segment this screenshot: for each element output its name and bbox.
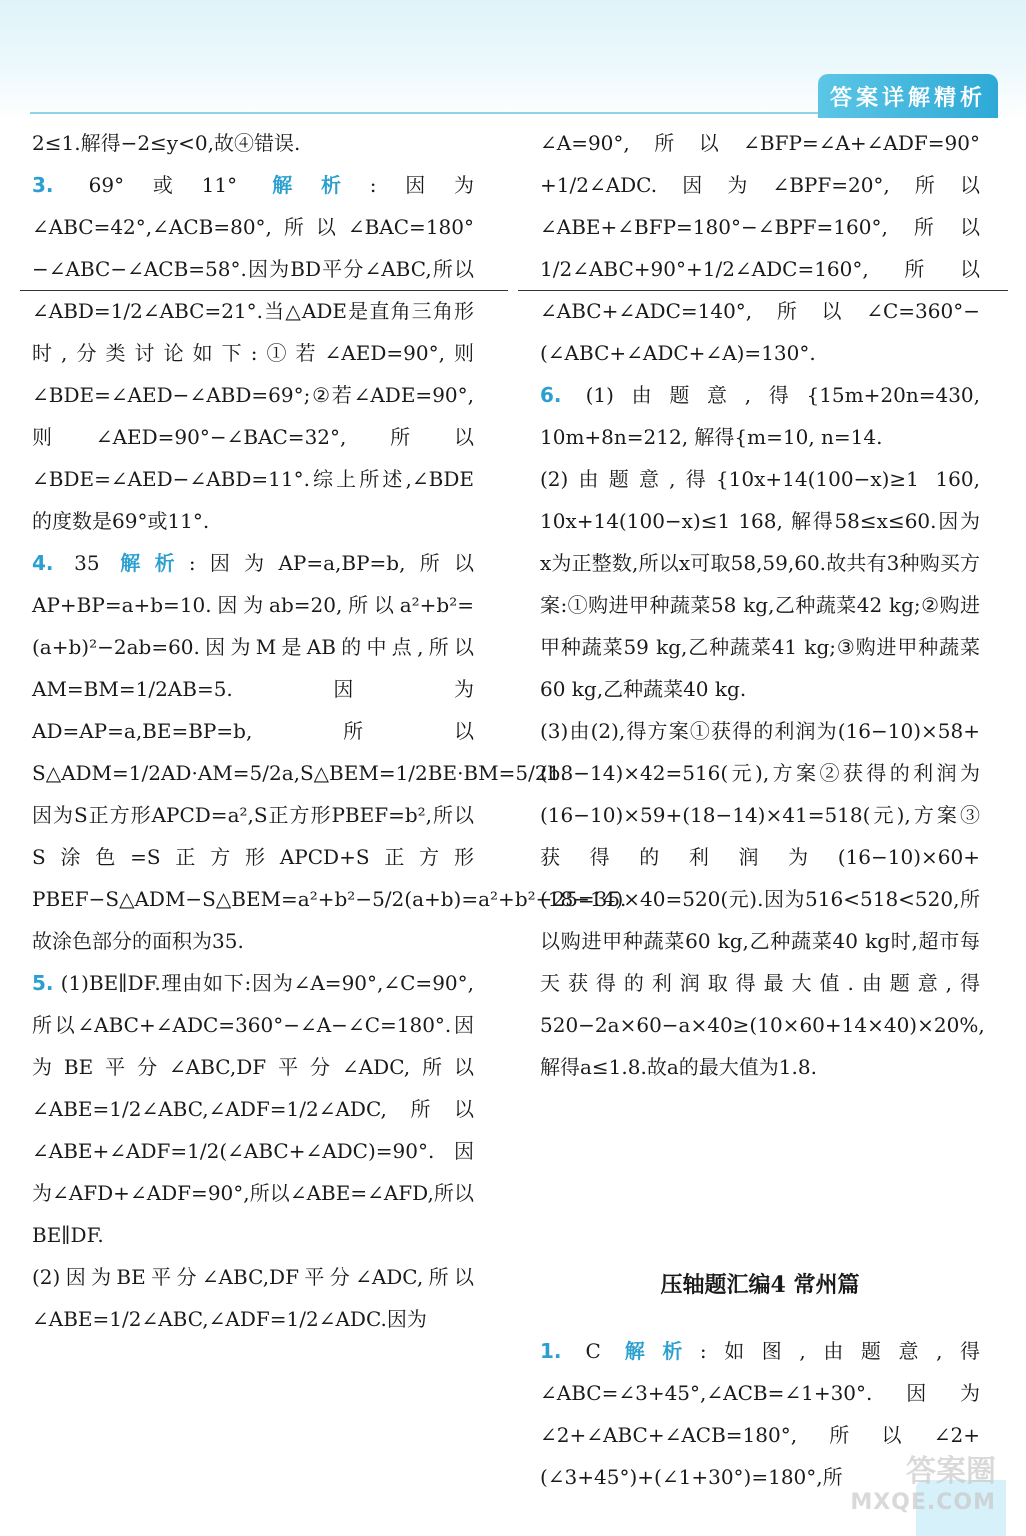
analysis-label: 解析 bbox=[120, 551, 189, 575]
item-number: 5. bbox=[32, 971, 54, 995]
answer-item bbox=[32, 962, 474, 1256]
analysis-text: :因为∠ABC=42°,∠ACB=80°,所以∠BAC=180°−∠ABC−∠ACB=58°.因为BD平分∠ABC,所以∠ABD=1/2∠ABC=21°.当△ADE是直角三角形时,分类讨论如下:①若∠AED=90°,则∠BDE=∠AED−∠ABD=69°;②若∠ADE=90°,则∠AED=90°−∠BAC=32°,所以∠BDE=∠AED−∠ABD=11°.综上所述,∠BDE的度数是69°或11°. bbox=[32, 173, 474, 533]
paragraph bbox=[540, 122, 980, 374]
answer-text: 69°或11° bbox=[88, 173, 238, 197]
paragraph-text: 2≤1.解得−2≤y<0,故④错误. bbox=[32, 131, 301, 155]
item-number: 4. bbox=[32, 551, 54, 575]
analysis-text: :如图,由题意,得∠ABC=∠3+45°,∠ACB=∠1+30°.因为∠2+∠ABC+∠ACB=180°,所以∠2+(∠3+45°)+(∠1+30°)=180°,所 bbox=[540, 1339, 981, 1489]
watermark-logo bbox=[796, 1446, 996, 1522]
item-number: 1. bbox=[540, 1339, 562, 1363]
paragraph-text: (2)由题意,得{10x+14(100−x)≥1 160, 10x+14(100−x)≤1 168, 解得58≤x≤60.因为x为正整数,所以x可取58,59,60.故共有3种购买方案:①购进甲种蔬菜58 kg,乙种蔬菜42 kg;②购进甲种蔬菜59 kg,乙种蔬菜41 kg;③购进甲种蔬菜60 kg,乙种蔬菜40 kg. bbox=[540, 467, 980, 701]
answer-item bbox=[32, 542, 627, 962]
paragraph-text: (3)由(2),得方案①获得的利润为(16−10)×58+(18−14)×42=516(元),方案②获得的利润为(16−10)×59+(18−14)×41=518(元),方案③获得的利润为(16−10)×60+(18−14)×40=520(元).因为516<518<520,所以购进甲种蔬菜60 kg,乙种蔬菜40 kg时,超市每天获得的利润取得最大值.由题意,得520−2a×60−a×40≥(10×60+14×40)×20%,解得a≤1.8.故a的最大值为1.8. bbox=[540, 719, 985, 1079]
right-column bbox=[540, 122, 985, 1088]
paragraph-text: ∠A=90°,所以∠BFP=∠A+∠ADF=90°+1/2∠ADC.因为∠BPF=20°,所以∠ABE+∠BFP=180°−∠BPF=160°,所以1/2∠ABC+90°+1/2∠ADC=160°,所以∠ABC+∠ADC=140°,所以∠C=360°−(∠ABC+∠ADC+∠A)=130°. bbox=[540, 131, 980, 365]
paragraph bbox=[32, 122, 474, 164]
answer-item bbox=[32, 164, 474, 542]
watermark-url: MXQE.COM bbox=[850, 1490, 996, 1515]
answer-text: (1)BE∥DF.理由如下:因为∠A=90°,∠C=90°,所以∠ABC+∠ADC=360°−∠A−∠C=180°.因为BE平分∠ABC,DF平分∠ADC,所以∠ABE=1/2∠ABC,∠ADF=1/2∠ADC,所以∠ABE+∠ADF=1/2(∠ABC+∠ADC)=90°.因为∠AFD+∠ADF=90°,所以∠ABE=∠AFD,所以BE∥DF. bbox=[32, 971, 474, 1247]
left-column bbox=[32, 122, 627, 1340]
watermark-text: 答案圈 bbox=[906, 1454, 996, 1489]
answer-item bbox=[540, 374, 980, 458]
item-number: 3. bbox=[32, 173, 54, 197]
answer-text: (1)由题意,得{15m+20n=430, 10m+8n=212, 解得{m=10, n=14. bbox=[540, 383, 980, 449]
section-tab: 答案详解精析 bbox=[818, 74, 998, 118]
analysis-label: 解析 bbox=[272, 173, 370, 197]
paragraph-text: (2)因为BE平分∠ABC,DF平分∠ADC,所以∠ABE=1/2∠ABC,∠ADF=1/2∠ADC.因为 bbox=[32, 1265, 474, 1331]
analysis-label: 解析 bbox=[624, 1339, 700, 1363]
paragraph bbox=[540, 710, 985, 1088]
item-number: 6. bbox=[540, 383, 562, 407]
analysis-text: :因为AP=a,BP=b,所以AP+BP=a+b=10.因为ab=20,所以a²+b²=(a+b)²−2ab=60.因为M是AB的中点,所以AM=BM=1/2AB=5.因为AD=AP=a,BE=BP=b,所以S△ADM=1/2AD·AM=5/2a,S△BEM=1/2BE·BM=5/2b.因为S正方形APCD=a²,S正方形PBEF=b²,所以S涂色=S正方形APCD+S正方形PBEF−S△ADM−S△BEM=a²+b²−5/2(a+b)=a²+b²−25=35.故涂色部分的面积为35. bbox=[32, 551, 627, 953]
paragraph bbox=[32, 1256, 474, 1340]
answer-text: C bbox=[585, 1339, 601, 1363]
paragraph bbox=[540, 458, 980, 710]
answer-text: 35 bbox=[74, 551, 100, 575]
section-title: 压轴题汇编4 常州篇 bbox=[660, 1272, 860, 1298]
